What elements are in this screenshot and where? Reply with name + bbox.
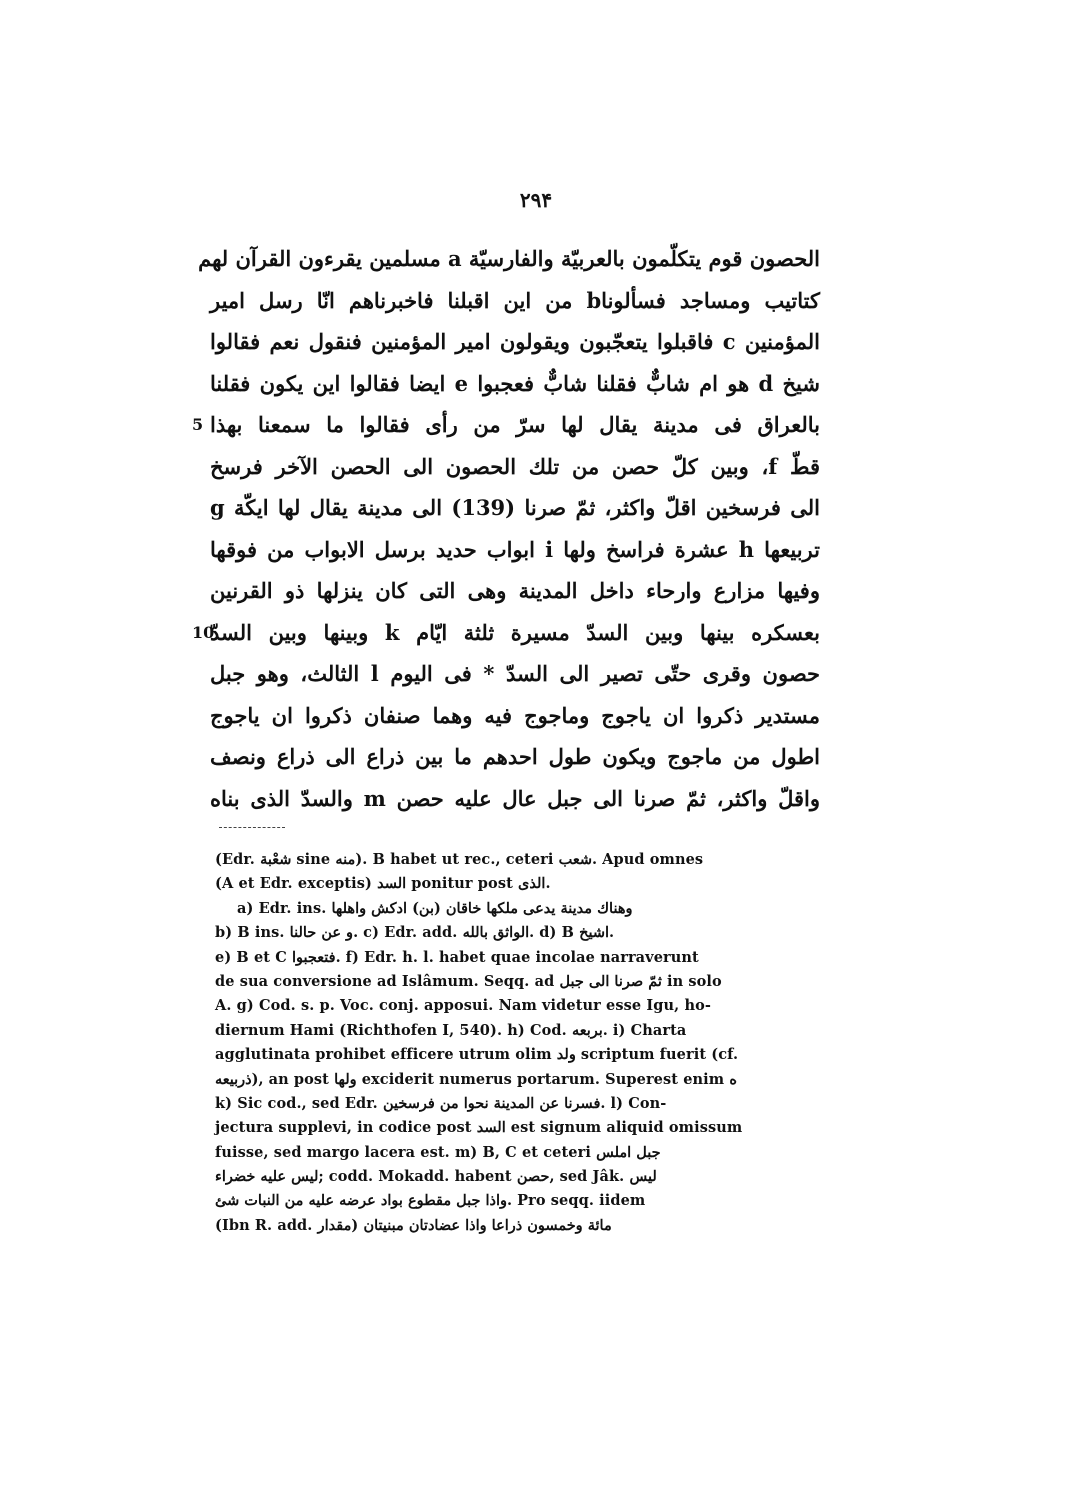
text-line bbox=[210, 778, 820, 820]
arabic-main-text bbox=[192, 238, 821, 819]
text-line bbox=[210, 653, 820, 695]
text-line bbox=[210, 736, 820, 778]
footnote-line: diernum Hami (Richthofen I, 540). h) Cod. بربعه. i) Charta bbox=[215, 1021, 687, 1039]
footnote-line: agglutinata prohibet efficere utrum olim ولد scriptum fuerit (cf. bbox=[215, 1046, 739, 1064]
footnote-line: de sua conversione ad Islâmum. Seqq. ad ثمّ صرنا الى جبل in solo bbox=[215, 972, 722, 990]
text-line bbox=[210, 529, 820, 571]
text-line bbox=[198, 238, 820, 280]
text-line bbox=[192, 612, 820, 654]
footnote-line: k) Sic cod., sed Edr. فسرنا عن المدينة نحوا من فرسخين. l) Con- bbox=[215, 1094, 667, 1112]
line-number: 5 bbox=[192, 415, 204, 434]
text-line bbox=[210, 487, 820, 529]
footnote-line: ليس عليه خضراء; codd. Mokadd. habent حصن, sed Jâk. ليس bbox=[215, 1168, 657, 1186]
text-line bbox=[210, 280, 820, 322]
text-line bbox=[210, 321, 820, 363]
text-line-content: شيخ d هو ام شابٌّ فقلنا شابٌّ فعجبوا e ايضا فقالوا اين يكون فقلنا bbox=[210, 370, 820, 396]
text-line-content: وفيها مزارع وارحاء داخل المدينة وهى التى كان ينزلها ذو القرنين bbox=[210, 578, 820, 603]
footnote-line: واذا جبل مقطوع بواد عرضه عليه من النبات شئ. Pro seqq. iidem bbox=[215, 1192, 646, 1210]
text-line bbox=[192, 404, 820, 446]
text-line-content: واقلّ واكثر، ثمّ صرنا الى جبل عال عليه حصن m والسدّ الذى بناه bbox=[210, 785, 820, 811]
text-line-content: قطّ f، وبين كلّ حصن من تلك الحصون الى الحصن الآخر فرسخ bbox=[210, 453, 820, 479]
footnote-line: ذربيعه), an post ولها exciderit numerus portarum. Superest enim ه bbox=[215, 1070, 737, 1088]
text-line bbox=[210, 446, 820, 488]
footnote-line: (A et Edr. exceptis) السد ponitur post الذى. bbox=[215, 875, 551, 893]
text-line-content: بعسكره بينها وبين السدّ مسيرة ثلثة ايّام k وبينها وبين السدّ bbox=[210, 619, 820, 645]
footnote-line: (Ibn R. add. مقدار) مائة وخمسون ذراعا واذا عضادتان مبنيتان bbox=[215, 1216, 612, 1234]
footnote-line: b) B ins. و عن حالنا. c) Edr. add. الواثق بالله. d) B اشيخ. bbox=[215, 924, 615, 942]
footnotes bbox=[215, 848, 820, 1238]
text-line bbox=[210, 695, 820, 737]
footnote-line: e) B et C فتعجبوا. f) Edr. h. l. habet quae incolae narraverunt bbox=[215, 948, 699, 966]
text-line-content: بالعراق فى مدينة يقال لها سرّ من رأى فقالوا ما سمعنا بهذا bbox=[210, 412, 820, 437]
footnote-line: fuisse, sed margo lacera est. m) B, C et ceteri جبل املس bbox=[215, 1143, 661, 1161]
text-line-content: الحصون قوم يتكلّمون بالعربيّة والفارسيّة a مسلمين يقرءون القرآن لهم bbox=[198, 246, 820, 271]
text-line bbox=[210, 363, 820, 405]
text-line-content: حصون وقرى حتّى تصير الى السدّ * فى اليوم l الثالث، وهو جبل bbox=[210, 661, 821, 686]
page-number: ۲۹۴ bbox=[519, 188, 553, 212]
footnote-line: (Edr. شعْبة sine منه). B habet ut rec., ceteri شعب. Apud omnes bbox=[215, 851, 704, 868]
text-line bbox=[210, 570, 820, 612]
footnote-line: a) Edr. ins. وهناك مدينة يدعى ملكها خاقان (بن) ادكش واهلها bbox=[237, 899, 633, 917]
footnote-separator bbox=[219, 827, 285, 828]
text-line-content: اطول من ماجوج ويكون طول احدهم ما بين ذراع الى ذراع ونصف bbox=[210, 744, 820, 769]
text-line-content: المؤمنين c فاقبلوا يتعجّبون ويقولون امير المؤمنين فنقول نعم فقالوا bbox=[210, 329, 820, 354]
text-line-content: الى فرسخين اقلّ واكثر، ثمّ صرنا (139) الى مدينة يقال لها ايكّة g bbox=[210, 495, 820, 520]
line-number: 10 bbox=[192, 622, 215, 642]
text-line-content: كتاتيب ومساجد فسألوناb من اين اقبلنا فاخبرناهم انّا رسل امير bbox=[210, 287, 820, 313]
text-line-content: مستدير ذكروا ان ياجوج وماجوج فيه وهما صنفان ذكروا ان ياجوج bbox=[210, 702, 820, 728]
footnote-line: A. g) Cod. s. p. Voc. conj. apposui. Nam videtur esse Igu, ho- bbox=[215, 997, 711, 1015]
text-line-content: تربيعها h عشرة فراسخ ولها i ابواب حديد برسل الابواب من فوقها bbox=[210, 536, 820, 562]
footnote-line: jectura supplevi, in codice post السد est signum aliquid omissum bbox=[215, 1119, 743, 1137]
